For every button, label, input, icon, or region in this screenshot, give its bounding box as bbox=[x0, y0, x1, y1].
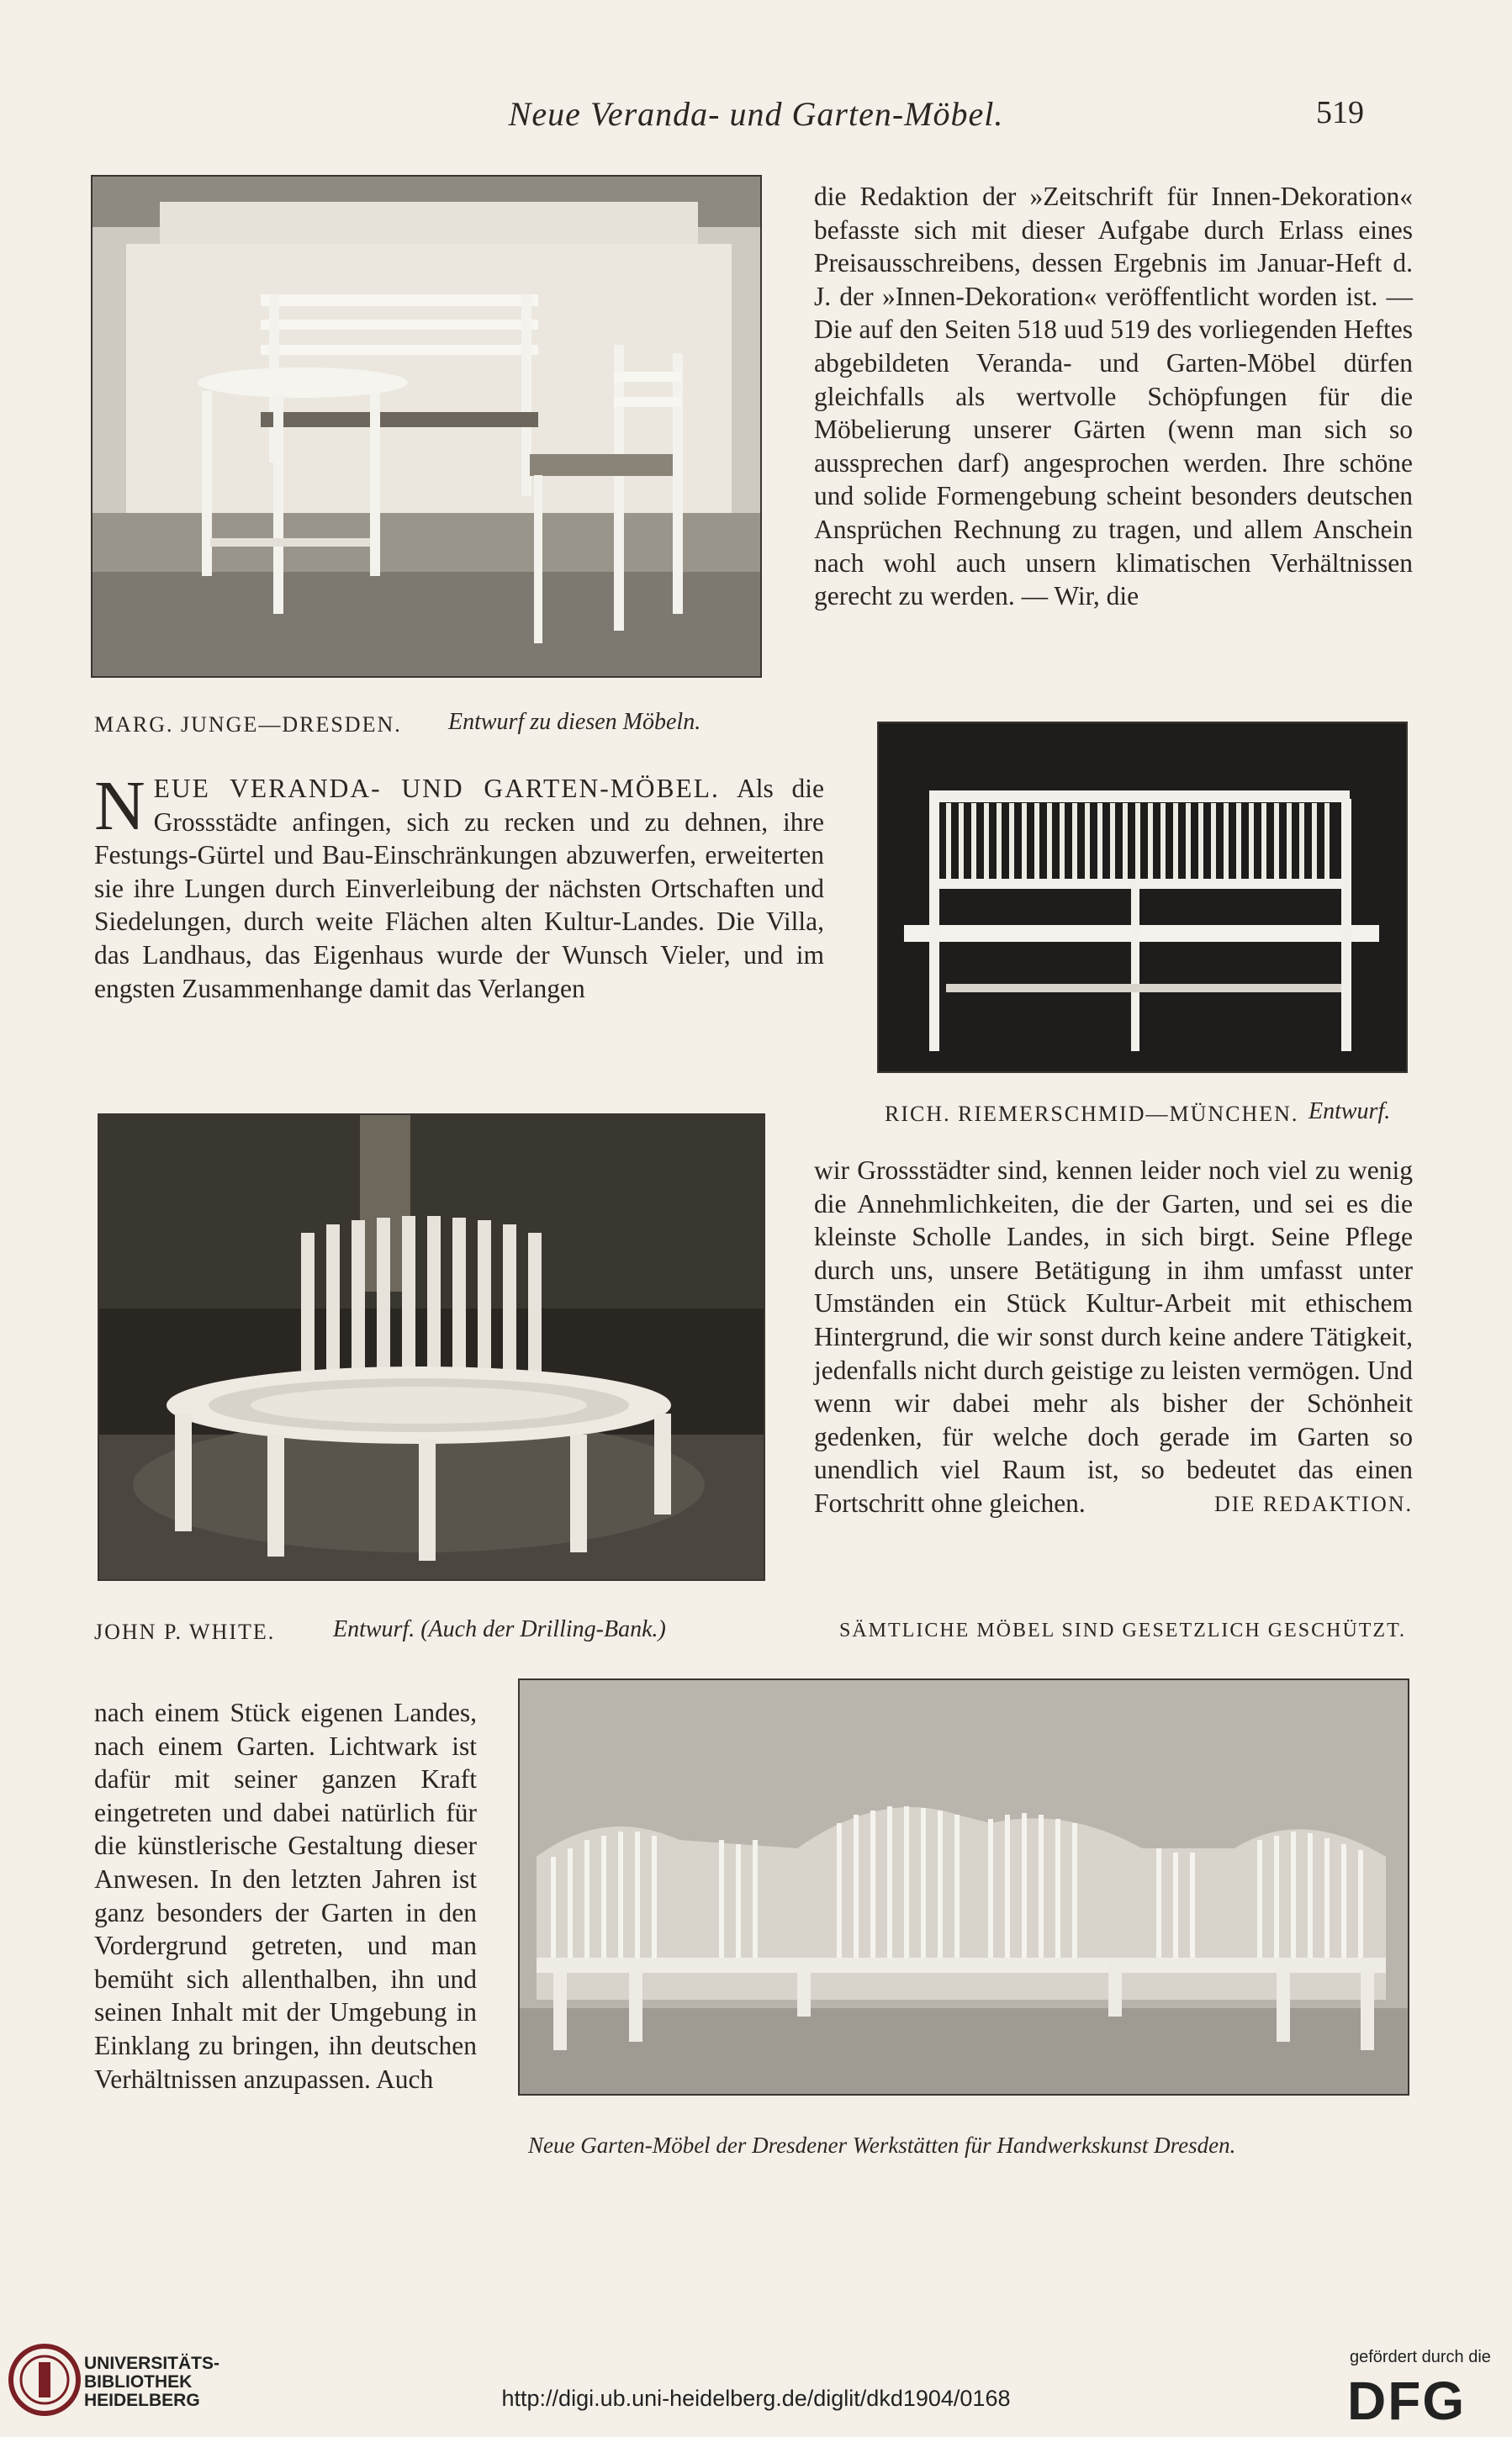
caption-2-author: RICH. RIEMERSCHMID—MÜNCHEN. bbox=[885, 1102, 1299, 1126]
text-right-middle bbox=[814, 1154, 1413, 1520]
page-number: 519 bbox=[1316, 95, 1364, 130]
funded-by-label: gefördert durch die bbox=[1350, 2348, 1491, 2366]
paragraph-right-middle: wir Grossstädter sind, kennen leider noch viel zu wenig die Annehmlichkeiten, die der Garten, und sei es die kleinste Scholle Landes, in sich birgt. Seine Pflege durch uns, unsere Betätigung in ihm umfasst unter Umständen ein Stück Kultur-Arbeit mit ethischem Hintergrund, die wir sonst durch keine andere Tätigkeit, jedenfalls nicht durch geistige zu leisten vermögen. Und wenn wir dabei mehr als bisher der Schönheit gedenken, für welche doch gerade im Garten so unendlich viel Raum ist, so bedeutet das einen Fortschritt ohne gleichen. bbox=[814, 1155, 1413, 1518]
caption-3-title: Entwurf. (Auch der Drilling-Bank.) bbox=[333, 1616, 666, 1642]
paragraph-left-middle: Als die Grossstädte anfingen, sich zu recken und zu dehnen, ihre Festungs-Gürtel und Bau-Einschränkungen abzuwerfen, erweiterten sie ihre Lungen durch Einverleibung der nächsten Ortschaften und Siedelungen, durch weite Flächen alten Kultur-Landes. Die Villa, das Landhaus, das Eigenhaus wurde der Wunsch Vieler, und im engsten Zusammenhange damit das Verlangen bbox=[94, 774, 825, 1003]
uni-name-line-2: BIBLIOTHEK bbox=[84, 2372, 193, 2392]
caption-2-title: Entwurf. bbox=[1308, 1098, 1391, 1124]
text-left-middle bbox=[94, 767, 825, 1005]
photo-long-curved-bench bbox=[518, 1678, 1409, 2096]
text-left-bottom bbox=[94, 1696, 477, 2096]
photo-round-tree-bench bbox=[98, 1113, 765, 1581]
photo-3-image bbox=[99, 1115, 764, 1579]
university-seal-icon bbox=[7, 2334, 82, 2426]
uni-name-line-3: HEIDELBERG bbox=[84, 2391, 200, 2410]
uni-name-line-1: UNIVERSITÄTS- bbox=[84, 2354, 220, 2373]
dfg-logo: DFG bbox=[1347, 2371, 1467, 2431]
caption-1-title: Entwurf zu diesen Möbeln. bbox=[448, 709, 701, 735]
running-title: Neue Veranda- und Garten-Möbel. bbox=[508, 95, 1004, 133]
paragraph-right-top: die Redaktion der »Zeitschrift für Innen-Dekoration« befasste sich mit dieser Aufgabe durch Erlass eines Preisausschreibens, dessen Ergebnis im Januar-Heft d. J. der »Innen-Dekoration« veröffentlicht worden ist. — Die auf den Seiten 518 uud 519 des vorliegenden Heftes abgebildeten Veranda- und Garten-Möbel dürfen gleichfalls als wertvolle Schöpfungen für die Möbelierung unserer Gärten (wenn man sich so aussprechen darf) angesprochen werden. Ihre schöne und solide Formengebung scheint besonders deutschen Ansprüchen Rechnung zu tragen, und allem Anschein nach wohl auch unsern klimatischen Verhältnissen gerecht zu werden. — Wir, die bbox=[814, 182, 1413, 611]
footer bbox=[0, 2321, 1512, 2437]
text-right-top bbox=[814, 180, 1413, 613]
caption-3-author: JOHN P. WHITE. bbox=[94, 1620, 276, 1644]
paragraph-left-bottom: nach einem Stück eigenen Landes, nach einem Garten. Lichtwark ist dafür mit seiner ganzen Kraft eingetreten und dabei natürlich für die künstlerische Gestaltung dieser Anwesen. In den letzten Jahren ist ganz besonders der Garten in den Vordergrund getreten, und man bemüht sich allenthalben, ihn und seinen Inhalt mit der Umgebung in Einklang zu bringen, ihn deutschen Verhältnissen anzupassen. Auch bbox=[94, 1698, 477, 2094]
photo-2-image bbox=[879, 723, 1406, 1071]
photo-4-image bbox=[520, 1680, 1408, 2094]
heading-initial: N bbox=[94, 767, 145, 845]
photo-1-image bbox=[93, 177, 760, 676]
section-heading: EUE VERANDA- UND GARTEN-MÖBEL. bbox=[153, 774, 720, 803]
signature: DIE REDAKTION. bbox=[1214, 1491, 1413, 1516]
photo-table-bench-chair bbox=[91, 175, 762, 678]
caption-4: Neue Garten-Möbel der Dresdener Werkstätten für Handwerkskunst Dresden. bbox=[528, 2133, 1236, 2158]
caption-1-author: MARG. JUNGE—DRESDEN. bbox=[94, 712, 402, 737]
caption-3-right: SÄMTLICHE MÖBEL SIND GESETZLICH GESCHÜTZT. bbox=[839, 1620, 1406, 1641]
photo-slatted-bench bbox=[877, 722, 1408, 1073]
source-url[interactable]: http://digi.ub.uni-heidelberg.de/diglit/dkd1904/0168 bbox=[501, 2386, 1011, 2411]
